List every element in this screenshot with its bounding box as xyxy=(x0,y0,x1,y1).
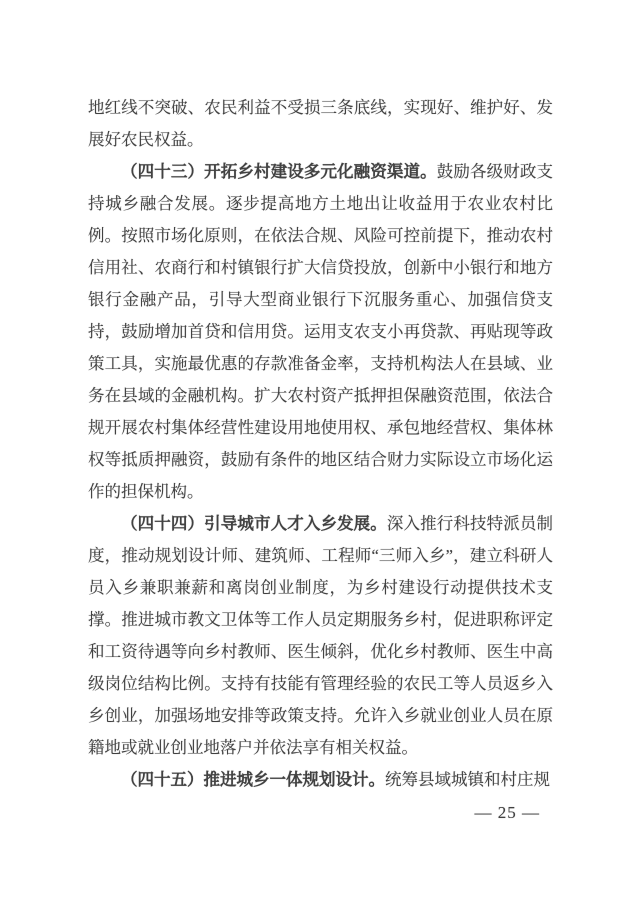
paragraph xyxy=(88,92,553,156)
paragraph xyxy=(88,508,553,764)
paragraph xyxy=(88,156,553,508)
paragraph-text: 统筹县域城镇和村庄规 xyxy=(385,770,550,789)
paragraph-text: 地红线不突破、农民利益不受损三条底线，实现好、维护好、发展好农民权益。 xyxy=(88,98,553,149)
section-heading: （四十三）开拓乡村建设多元化融资渠道。 xyxy=(121,162,437,181)
paragraph xyxy=(88,764,553,796)
document-body xyxy=(88,92,553,796)
page-number: — 25 — xyxy=(474,803,540,822)
paragraph-text: 深入推行科技特派员制度，推动规划设计师、建筑师、工程师“三师入乡”，建立科研人员入乡兼职兼薪和离岗创业制度，为乡村建设行动提供技术支撑。推进城市教文卫体等工作人员定期服务乡村，促进职称评定和工资待遇等向乡村教师、医生倾斜，优化乡村教师、医生中高级岗位结构比例。支持有技能有管理经验的农民工等人员返乡入乡创业，加强场地安排等政策支持。允许入乡就业创业人员在原籍地或就业创业地落户并依法享有相关权益。 xyxy=(88,514,554,757)
paragraph-text: 鼓励各级财政支持城乡融合发展。逐步提高地方土地出让收益用于农业农村比例。按照市场化原则，在依法合规、风险可控前提下，推动农村信用社、农商行和村镇银行扩大信贷投放，创新中小银行和地方银行金融产品，引导大型商业银行下沉服务重心、加强信贷支持，鼓励增加首贷和信用贷。运用支农支小再贷款、再贴现等政策工具，实施最优惠的存款准备金率，支持机构法人在县域、业务在县域的金融机构。扩大农村资产抵押担保融资范围，依法合规开展农村集体经营性建设用地使用权、承包地经营权、集体林权等抵质押融资，鼓励有条件的地区结合财力实际设立市场化运作的担保机构。 xyxy=(88,162,554,501)
section-heading: （四十五）推进城乡一体规划设计。 xyxy=(121,770,385,789)
section-heading: （四十四）引导城市人才入乡发展。 xyxy=(121,514,387,533)
